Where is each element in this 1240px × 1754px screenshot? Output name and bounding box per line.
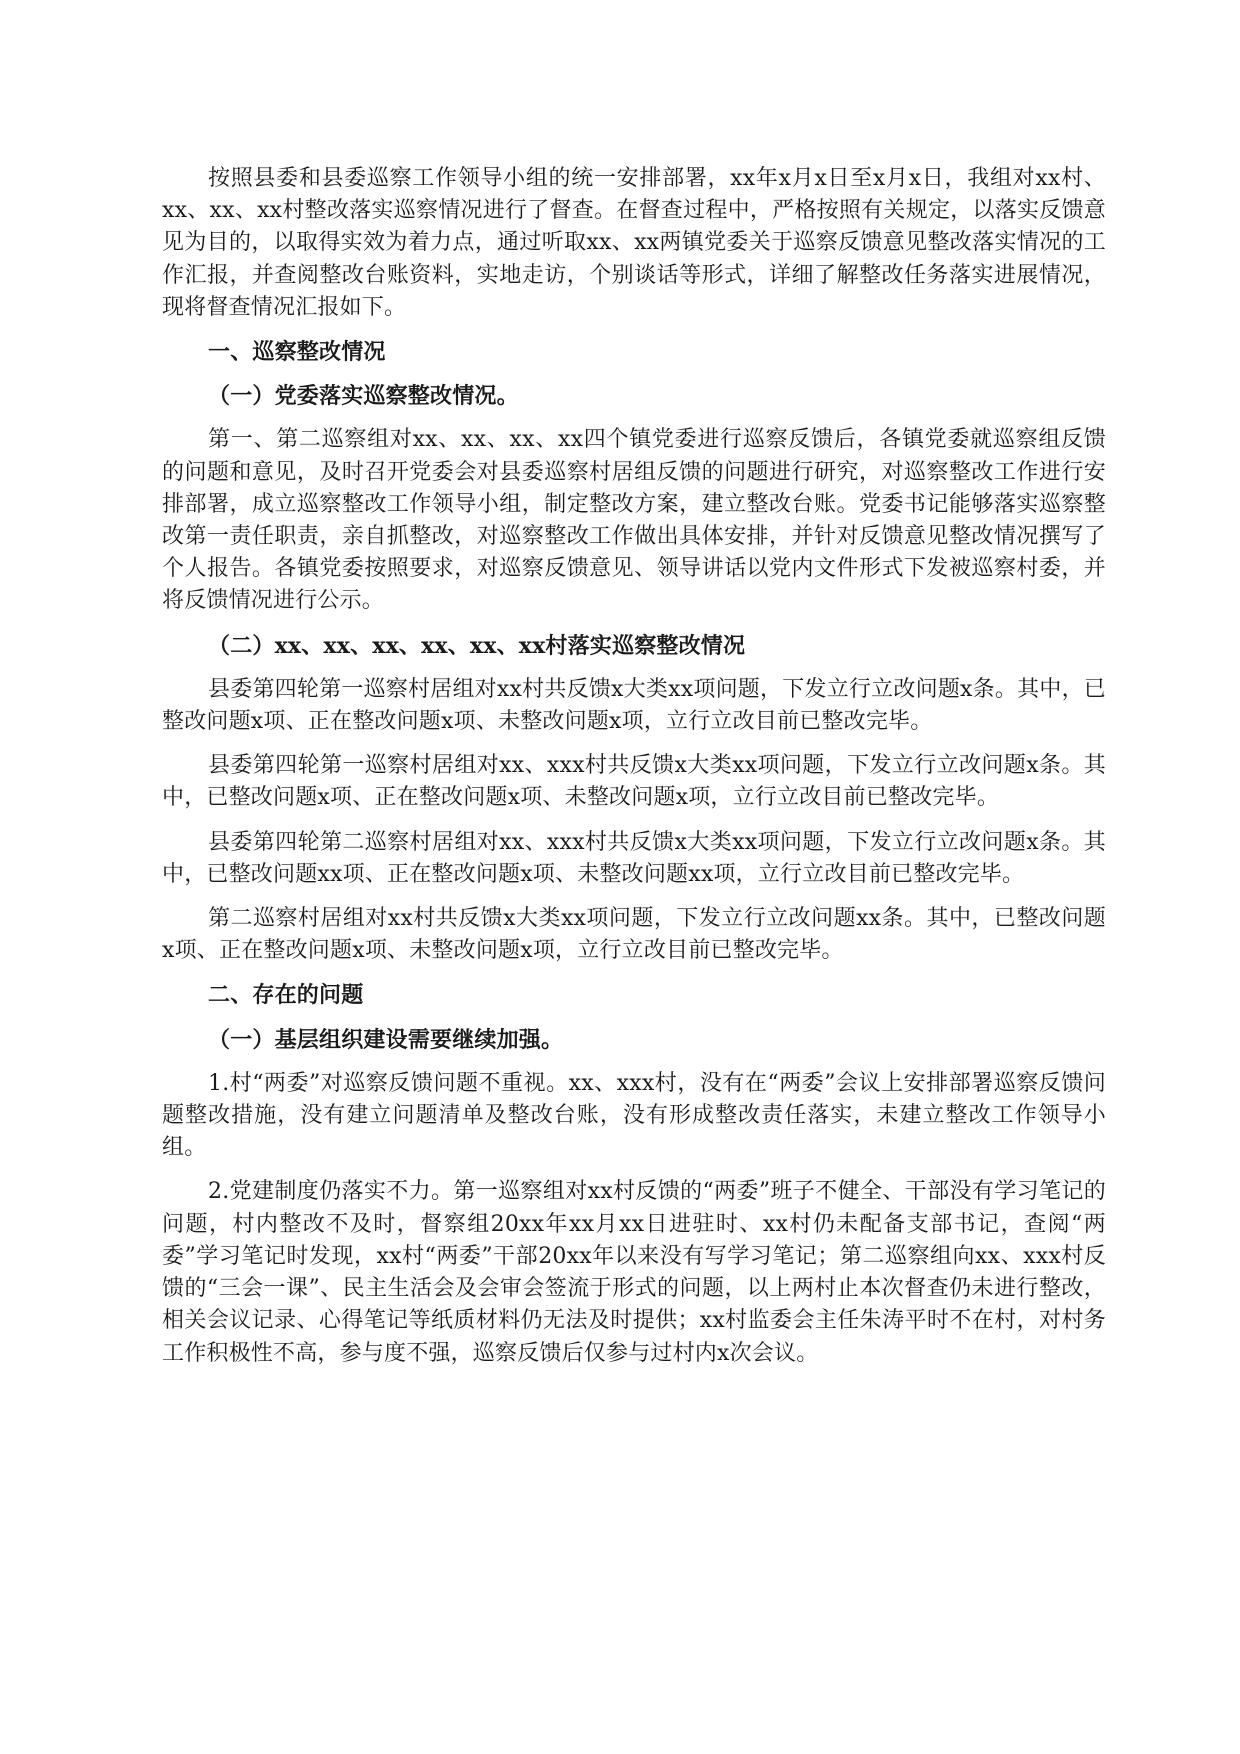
subsection-heading-1-2: （二）xx、xx、xx、xx、xx、xx村落实巡察整改情况 — [208, 632, 746, 659]
paragraph-issue-2: 2.党建制度仍落实不力。第一巡察组对xx村反馈的“两委”班子不健全、干部没有学习笔记的问题，村内整改不及时，督察组20xx年xx月xx日进驻时、xx村仍未配备支部书记，查阅“两委”学习笔记时发现，xx村“两委”干部20xx年以来没有写学习笔记；第二巡察组向xx、xxx村反馈的“三会一课”、民主生活会及会审会签流于形式的问题，以上两村止本次督查仍未进行整改，相关会议记录、心得笔记等纸质材料仍无法及时提供；xx村监委会主任朱涛平时不在村，对村务工作积极性不高，参与度不强，巡察反馈后仅参与过村内x次会议。 — [162, 1179, 1106, 1366]
paragraph-village-4: 第二巡察村居组对xx村共反馈x大类xx项问题，下发立行立改问题xx条。其中，已整改问题x项、正在整改问题x项、未整改问题x项，立行立改目前已整改完毕。 — [162, 906, 1106, 964]
paragraph-village-1: 县委第四轮第一巡察村居组对xx村共反馈x大类xx项问题，下发立行立改问题x条。其中，已整改问题x项、正在整改问题x项、未整改问题x项，立行立改目前已整改完毕。 — [162, 676, 1106, 735]
paragraph-issue-1: 1.村“两委”对巡察反馈问题不重视。xx、xxx村，没有在“两委”会议上安排部署巡察反馈问题整改措施，没有建立问题清单及整改台账，没有形成整改责任落实，未建立整改工作领导小组。 — [162, 1070, 1106, 1161]
subsection-heading-2-1: （一）基层组织建设需要继续加强。 — [208, 1026, 564, 1053]
paragraph-village-3: 县委第四轮第二巡察村居组对xx、xxx村共反馈x大类xx项问题，下发立行立改问题x条。其中，已整改问题xx项、正在整改问题x项、未整改问题xx项，立行立改目前已整改完毕。 — [162, 829, 1106, 887]
document-page — [162, 163, 1106, 1382]
intro-paragraph: 按照县委和县委巡察工作领导小组的统一安排部署，xx年x月x日至x月x日，我组对xx村、xx、xx、xx村整改落实巡察情况进行了督查。在督查过程中，严格按照有关规定，以落实反馈意见为目的，以取得实效为着力点，通过听取xx、xx两镇党委关于巡察反馈意见整改落实情况的工作汇报，并查阅整改台账资料，实地走访，个别谈话等形式，详细了解整改任务落实进展情况，现将督查情况汇报如下。 — [162, 166, 1106, 320]
paragraph-party-committee: 第一、第二巡察组对xx、xx、xx、xx四个镇党委进行巡察反馈后，各镇党委就巡察组反馈的问题和意见，及时召开党委会对县委巡察村居组反馈的问题进行研究，对巡察整改工作进行安排部署，成立巡察整改工作领导小组，制定整改方案，建立整改台账。党委书记能够落实巡察整改第一责任职责，亲自抓整改，对巡察整改工作做出具体安排，并针对反馈意见整改情况撰写了个人报告。各镇党委按照要求，对巡察反馈意见、领导讲话以党内文件形式下发被巡察村委，并将反馈情况进行公示。 — [162, 427, 1106, 614]
section-heading-2: 二、存在的问题 — [208, 982, 364, 1009]
subsection-heading-1-1: （一）党委落实巡察整改情况。 — [208, 383, 519, 410]
section-heading-1: 一、巡察整改情况 — [208, 339, 386, 366]
paragraph-village-2: 县委第四轮第一巡察村居组对xx、xxx村共反馈x大类xx项问题，下发立行立改问题x条。其中，已整改问题x项、正在整改问题x项、未整改问题x项，立行立改目前已整改完毕。 — [162, 753, 1106, 811]
